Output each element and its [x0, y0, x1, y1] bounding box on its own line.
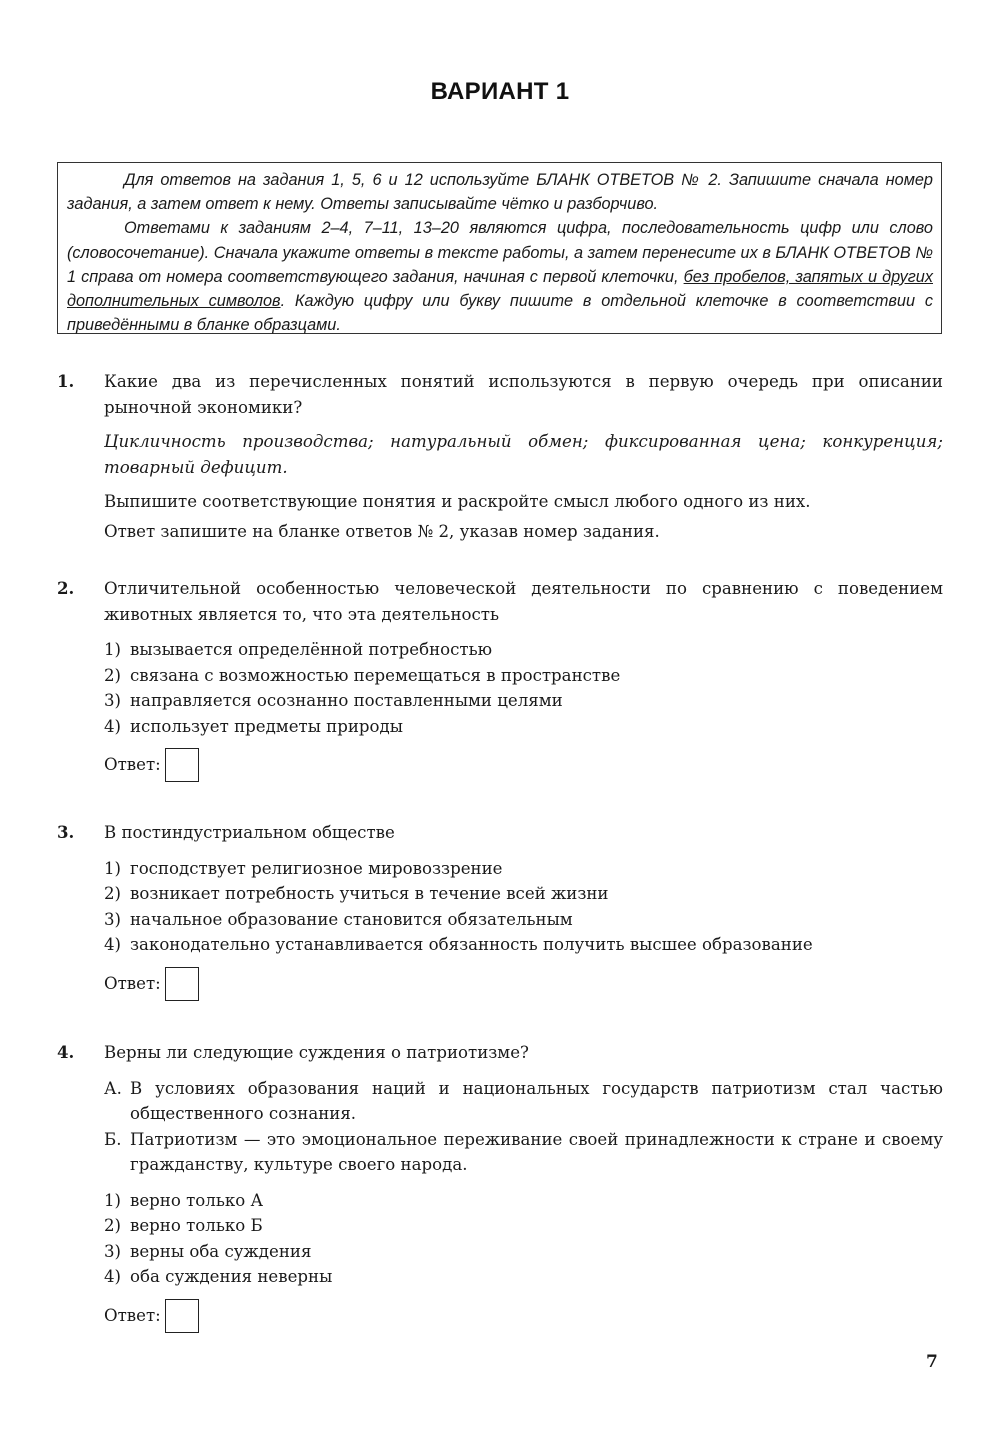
- instructions-p2-end: . Каждую цифру или букву пишите в отдельной клеточке в соответствии с приведёнными в бланке образцами.: [67, 292, 933, 335]
- instructions-p2-start: Ответами к заданиям 2–4, 7–11, 13–20 являются цифра, последовательность цифр или слово (словосочетание). Сначала укажите ответы в тексте работы, а затем перенесите их в БЛАНК ОТВЕТОВ № 1 справа от номера соответствующего задания, начиная с первой клеточки,: [67, 219, 933, 286]
- question-instruction: Выпишите соответствующие понятия и раскройте смысл любого одного из них.: [104, 492, 811, 511]
- question-terms: Цикличность производства; натуральный обмен; фиксированная цена; конкуренция; товарный дефицит.: [104, 432, 943, 477]
- option-number: 4): [104, 935, 122, 954]
- option-item: [104, 637, 943, 663]
- instructions-paragraph-1: Для ответов на задания 1, 5, 6 и 12 используйте БЛАНК ОТВЕТОВ № 2. Запишите сначала номер задания, а затем ответ к нему. Ответы записывайте чётко и разборчиво.: [67, 171, 933, 214]
- page-title: ВАРИАНТ 1: [430, 78, 570, 105]
- option-text: связана с возможностью перемещаться в пространстве: [130, 665, 621, 685]
- answer-label: Ответ:: [104, 973, 161, 993]
- answer-row: [104, 748, 943, 782]
- question-number: 4.: [57, 1042, 75, 1062]
- option-text: вызывается определённой потребностью: [130, 640, 493, 659]
- question-text: Верны ли следующие суждения о патриотизме?: [104, 1043, 529, 1062]
- options-list: [104, 637, 943, 739]
- option-text: использует предметы природы: [130, 716, 403, 736]
- option-text: верно только А: [130, 1190, 264, 1210]
- question-2: [57, 576, 943, 782]
- option-text: верны оба суждения: [130, 1241, 312, 1261]
- option-number: 1): [104, 858, 122, 878]
- instructions-paragraph-2: [67, 216, 933, 337]
- option-item: [104, 663, 943, 689]
- option-number: 4): [104, 1267, 122, 1286]
- answer-label: Ответ:: [104, 755, 161, 775]
- option-number: 1): [104, 1190, 122, 1210]
- statement-letter: А.: [104, 1078, 122, 1098]
- option-text: господствует религиозное мировоззрение: [130, 858, 503, 878]
- option-text: начальное образование становится обязательным: [130, 909, 573, 929]
- options-list: [104, 1188, 943, 1290]
- instructions-p2-underlined: без пробелов, запятых и других дополнительных символов: [67, 267, 933, 311]
- option-number: 1): [104, 640, 122, 659]
- answer-box[interactable]: [165, 748, 199, 782]
- question-1: [57, 369, 943, 544]
- answer-row: [104, 967, 943, 1001]
- question-text: Отличительной особенностью человеческой деятельности по сравнению с поведением животных является то, что эта деятельность: [104, 579, 943, 624]
- statement-item: [104, 1127, 943, 1178]
- statement-letter: Б.: [104, 1129, 122, 1149]
- option-number: 3): [104, 909, 122, 929]
- option-number: 3): [104, 1241, 122, 1261]
- option-number: 2): [104, 1216, 122, 1235]
- question-text: В постиндустриальном обществе: [104, 823, 395, 842]
- option-number: 2): [104, 665, 122, 685]
- option-text: возникает потребность учиться в течение всей жизни: [130, 884, 609, 903]
- option-item: [104, 1239, 943, 1265]
- option-text: направляется осознанно поставленными целями: [130, 691, 563, 710]
- question-instruction: Ответ запишите на бланке ответов № 2, указав номер задания.: [104, 521, 660, 541]
- option-text: оба суждения неверны: [130, 1267, 333, 1286]
- instructions-box: [57, 162, 942, 334]
- option-item: [104, 714, 943, 740]
- option-item: [104, 932, 943, 958]
- answer-row: [104, 1299, 943, 1333]
- statement-item: [104, 1076, 943, 1127]
- question-text: Какие два из перечисленных понятий используются в первую очередь при описании рыночной экономики?: [104, 372, 943, 417]
- statements-list: [104, 1076, 943, 1178]
- answer-label: Ответ:: [104, 1305, 161, 1325]
- question-3: [57, 820, 943, 1001]
- option-text: верно только Б: [130, 1216, 263, 1235]
- option-item: [104, 907, 943, 933]
- options-list: [104, 856, 943, 958]
- answer-box[interactable]: [165, 967, 199, 1001]
- question-4: [57, 1040, 943, 1333]
- option-number: 2): [104, 884, 122, 903]
- question-number: 3.: [57, 822, 75, 842]
- question-number: 2.: [57, 578, 75, 598]
- option-item: [104, 1264, 943, 1290]
- option-item: [104, 688, 943, 714]
- option-number: 4): [104, 716, 122, 736]
- answer-box[interactable]: [165, 1299, 199, 1333]
- option-item: [104, 1213, 943, 1239]
- page-number: 7: [926, 1352, 938, 1372]
- statement-text: В условиях образования наций и национальных государств патриотизм стал частью общественного сознания.: [130, 1078, 943, 1123]
- question-number: 1.: [57, 371, 75, 391]
- option-item: [104, 856, 943, 882]
- option-number: 3): [104, 691, 122, 710]
- statement-text: Патриотизм — это эмоциональное переживание своей принадлежности к стране и своему гражданству, культуре своего народа.: [130, 1129, 943, 1174]
- option-item: [104, 1188, 943, 1214]
- option-text: законодательно устанавливается обязанность получить высшее образование: [130, 935, 813, 954]
- option-item: [104, 881, 943, 907]
